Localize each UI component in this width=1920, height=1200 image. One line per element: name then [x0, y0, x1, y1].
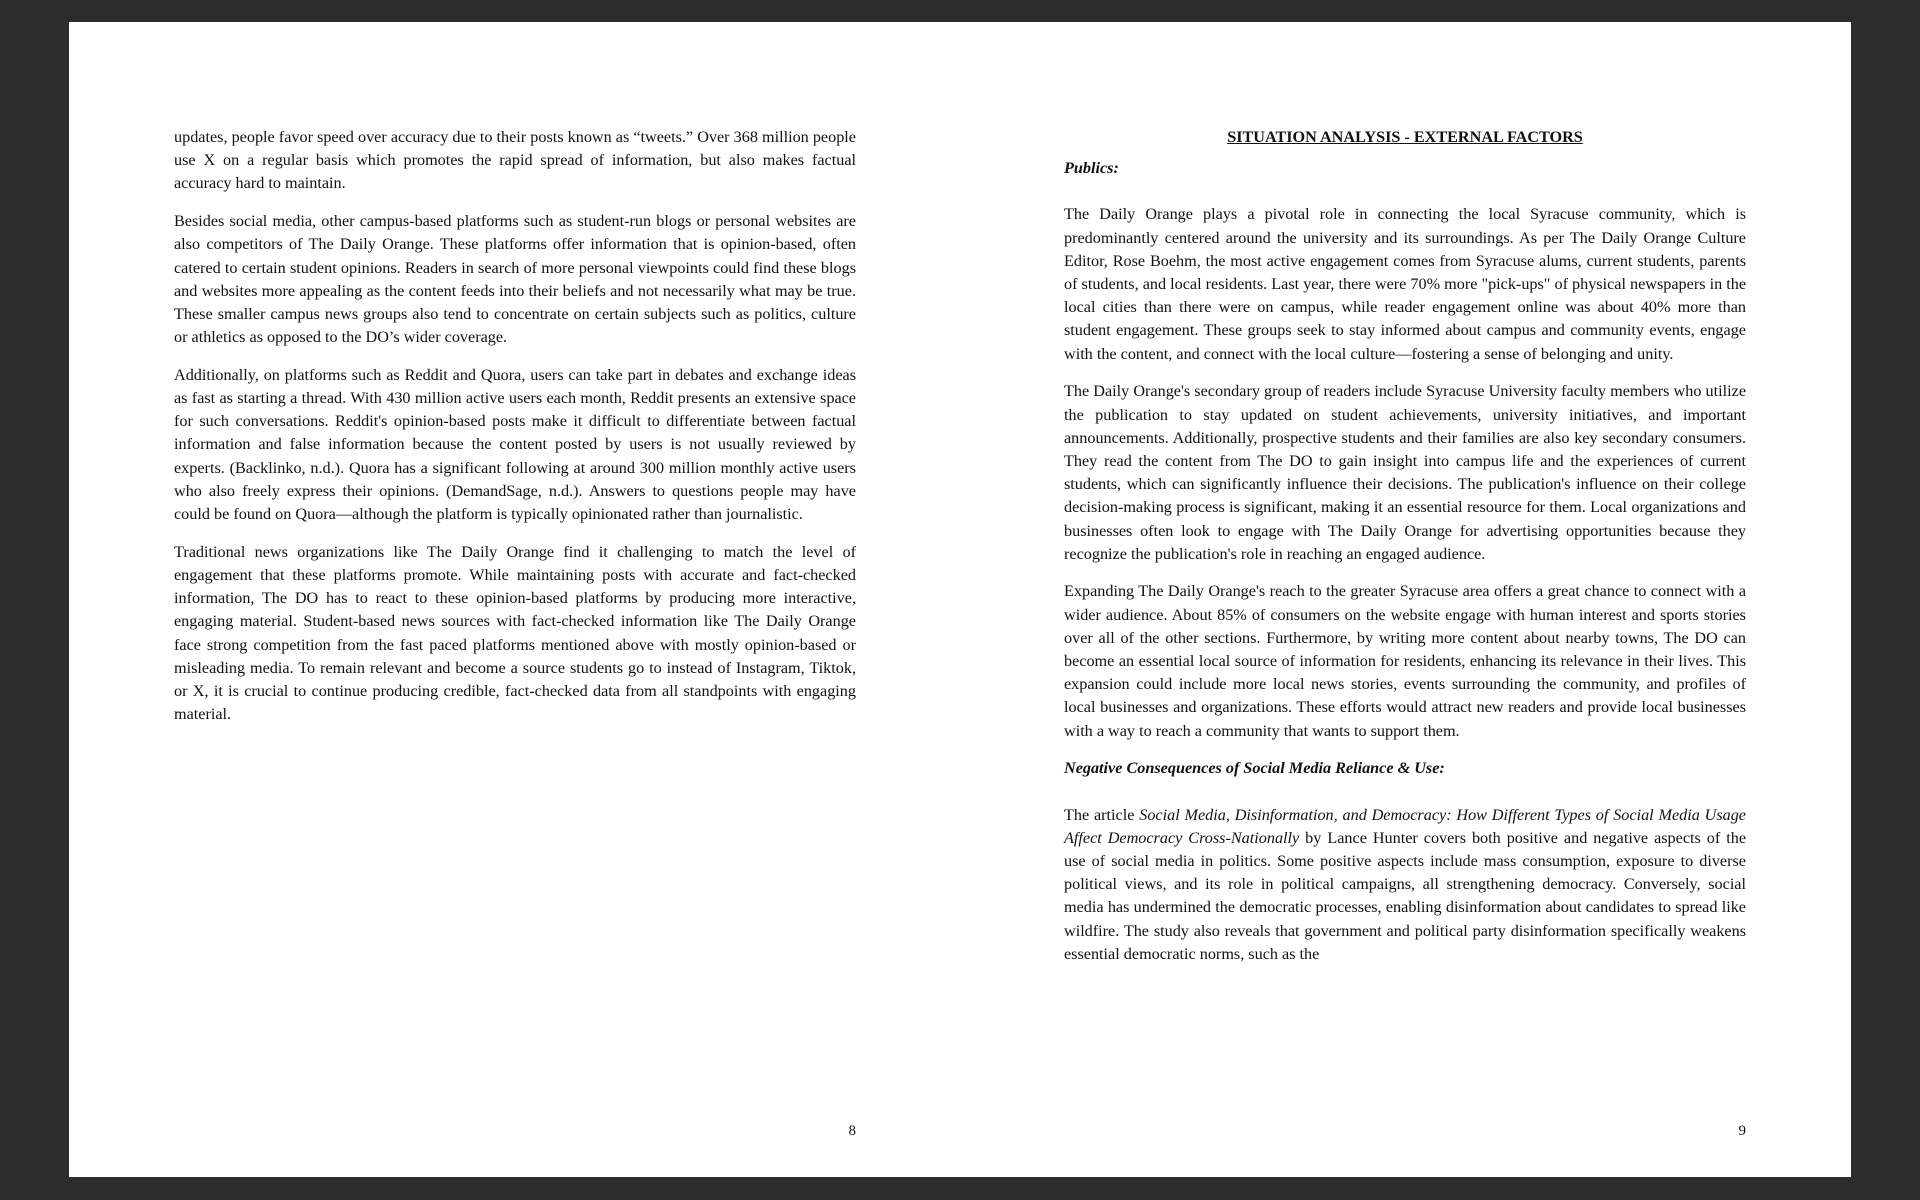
left-paragraph-3: Additionally, on platforms such as Reddit and Quora, users can take part in debates and exchange ideas as fast as starting a thread. With 430 million active users each month, Reddit presents an extensive space for such conversations. Reddit's opinion-based posts make it difficult to differentiate between factual information and false information because the content posted by users is not usually reviewed by experts. (Backlinko, n.d.). Quora has a significant following at around 300 million monthly active users who also freely express their opinions. (DemandSage, n.d.). Answers to questions people may have could be found on Quora—although the platform is typically opinionated rather than journalistic. — [174, 365, 856, 524]
left-paragraph-2: Besides social media, other campus-based platforms such as student-run blogs or personal websites are also competitors of The Daily Orange. These platforms offer information that is opinion-based, often catered to certain student opinions. Readers in search of more personal viewpoints could find these blogs and websites more appealing as the content feeds into their beliefs and not necessarily what may be true. These smaller campus news groups also tend to concentrate on certain subjects such as politics, culture or athletics as opposed to the DO’s wider coverage. — [174, 212, 856, 347]
page-8 — [69, 22, 960, 1177]
paragraph-lead: The article — [1064, 805, 1140, 824]
left-paragraph-4: Traditional news organizations like The Daily Orange find it challenging to match the level of engagement that these platforms promote. While maintaining posts with accurate and fact-checked information, The DO has to react to these opinion-based platforms by producing more interactive, engaging material. Student-based news sources with fact-checked information like The Daily Orange face strong competition from the fast paced platforms mentioned above with mostly opinion-based or misleading media. To remain relevant and become a source students go to instead of Instagram, Tiktok, or X, it is crucial to continue producing credible, fact-checked data from all standpoints with engaging material. — [174, 542, 856, 724]
publics-paragraph-1: The Daily Orange plays a pivotal role in connecting the local Syracuse community, which is predominantly centered around the university and its surroundings. As per The Daily Orange Culture Editor, Rose Boehm, the most active engagement comes from Syracuse alums, current students, parents of students, and local residents. Last year, there were 70% more "pick-ups" of physical newspapers in the local cities than there were on campus, while reader engagement online was about 40% more than student engagement. These groups seek to stay informed about campus and community events, engage with the content, and connect with the local culture—fostering a sense of belonging and unity. — [1064, 205, 1746, 363]
publics-paragraph-3: Expanding The Daily Orange's reach to the greater Syracuse area offers a great chance to connect with a wider audience. About 85% of consumers on the website engage with human interest and sports stories over all of the other sections. Furthermore, by writing more content about nearby towns, The DO can become an essential local source of information for residents, enhancing its relevance in their lives. This expansion could include more local news stories, events surrounding the community, and profiles of local businesses and organizations. These efforts would attract new readers and provide local businesses with a way to reach a community that wants to support them. — [1064, 582, 1746, 740]
page-number: 9 — [1738, 1123, 1746, 1139]
publics-paragraph-2: The Daily Orange's secondary group of readers include Syracuse University faculty members who utilize the publication to stay updated on student achievements, university initiatives, and important announcements. Additionally, prospective students and their families are also key secondary consumers. They read the content from The DO to gain insight into campus life and the experiences of current students, which can significantly influence their decisions. The publication's influence on their college decision-making process is significant, making it an essential resource for them. Local organizations and businesses often look to engage with The Daily Orange for advertising opportunities because they recognize the publication's role in reaching an engaged audience. — [1064, 382, 1746, 563]
page-number: 8 — [848, 1123, 856, 1139]
page-9 — [960, 22, 1851, 1177]
paragraph-rest: by Lance Hunter covers both positive and negative aspects of the use of social media in politics. Some positive aspects include mass consumption, exposure to diverse political views, and its role in political campaigns, all strengthening democracy. Conversely, social media has undermined the democratic processes, enabling disinformation about candidates to spread like wildfire. The study also reveals that government and political party disinformation specifically weakens essential democratic norms, such as the — [1064, 828, 1747, 963]
right-page-body — [1064, 126, 1746, 981]
article-title: Social Media, Disinformation, and Democracy: How Different Types of Social Media Usage Affect Democracy Cross-Nationally — [1064, 805, 1746, 847]
page-spread — [69, 22, 1851, 1177]
publics-subheading: Publics: — [1064, 159, 1119, 178]
left-page-body — [174, 126, 856, 741]
left-paragraph-1: updates, people favor speed over accuracy due to their posts known as “tweets.” Over 368 million people use X on a regular basis which promotes the rapid spread of information, but also makes factual accuracy hard to maintain. — [174, 128, 856, 193]
negative-consequences-paragraph — [1064, 804, 1746, 966]
negative-consequences-subheading: Negative Consequences of Social Media Reliance & Use: — [1064, 759, 1445, 778]
section-heading: SITUATION ANALYSIS - EXTERNAL FACTORS — [1227, 128, 1583, 146]
